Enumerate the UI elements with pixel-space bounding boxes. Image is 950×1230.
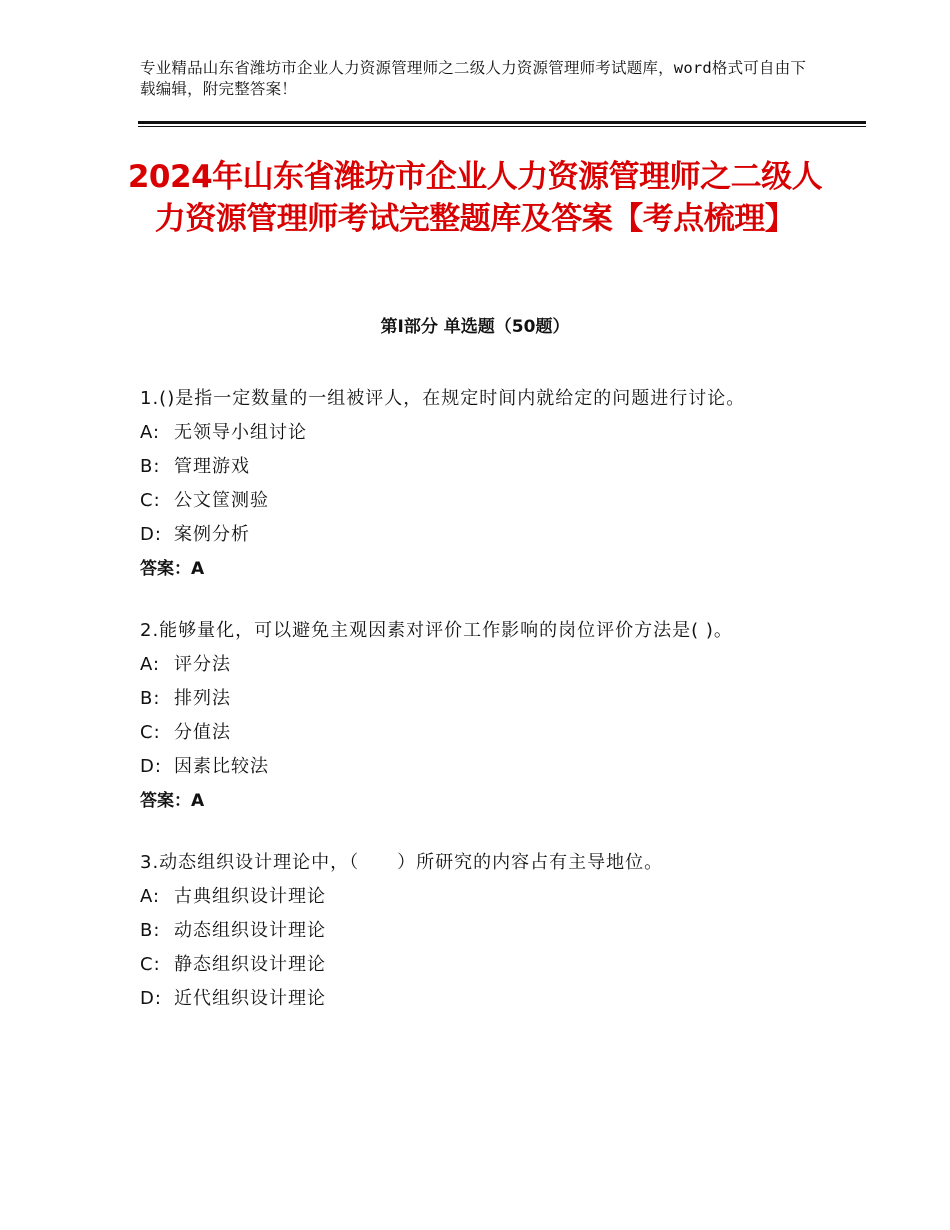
header-rule-thick — [138, 121, 866, 124]
option-key: D: — [140, 524, 162, 545]
part-title: 第Ⅰ部分 单选题（50题） — [380, 317, 570, 337]
header-rule-thin — [138, 126, 866, 127]
option-key: D: — [140, 988, 162, 1009]
option-key: C: — [140, 954, 161, 975]
document-title: 2024年山东省潍坊市企业人力资源管理师之二级人力资源管理师考试完整题库及答案【考点梳理】 — [127, 159, 823, 237]
option-text: 公文筐测验 — [174, 490, 269, 511]
question-text: 3.动态组织设计理论中，（ ）所研究的内容占有主导地位。 — [140, 852, 664, 873]
option-c — [140, 484, 810, 518]
option-c — [140, 948, 810, 982]
question-text: 2.能够量化，可以避免主观因素对评价工作影响的岗位评价方法是( )。 — [140, 620, 733, 641]
option-key: A: — [140, 886, 161, 907]
option-d — [140, 518, 810, 552]
option-text: 近代组织设计理论 — [174, 988, 326, 1009]
option-key: A: — [140, 422, 161, 443]
option-a — [140, 648, 810, 682]
option-d — [140, 982, 810, 1016]
option-text: 管理游戏 — [174, 456, 250, 477]
option-key: C: — [140, 722, 161, 743]
header-note: 专业精品山东省潍坊市企业人力资源管理师之二级人力资源管理师考试题库，word格式可自由下载编辑，附完整答案！ — [140, 59, 807, 98]
answer: 答案：A — [140, 791, 205, 811]
question-text: 1.()是指一定数量的一组被评人，在规定时间内就给定的问题进行讨论。 — [140, 388, 746, 409]
option-b — [140, 450, 810, 484]
option-b — [140, 914, 810, 948]
option-text: 静态组织设计理论 — [174, 954, 326, 975]
option-text: 动态组织设计理论 — [174, 920, 326, 941]
option-key: A: — [140, 654, 161, 675]
question-1 — [140, 382, 810, 586]
question-3 — [140, 846, 810, 1016]
question-list — [140, 382, 810, 1044]
option-text: 评分法 — [174, 654, 231, 675]
option-text: 排列法 — [174, 688, 231, 709]
option-key: B: — [140, 920, 161, 941]
option-key: B: — [140, 456, 161, 477]
option-c — [140, 716, 810, 750]
option-a — [140, 880, 810, 914]
question-2 — [140, 614, 810, 818]
option-text: 分值法 — [174, 722, 231, 743]
option-text: 无领导小组讨论 — [174, 422, 307, 443]
option-d — [140, 750, 810, 784]
option-text: 案例分析 — [174, 524, 250, 545]
option-key: B: — [140, 688, 161, 709]
option-key: C: — [140, 490, 161, 511]
option-key: D: — [140, 756, 162, 777]
option-text: 因素比较法 — [174, 756, 269, 777]
answer: 答案：A — [140, 559, 205, 579]
option-text: 古典组织设计理论 — [174, 886, 326, 907]
option-b — [140, 682, 810, 716]
option-a — [140, 416, 810, 450]
